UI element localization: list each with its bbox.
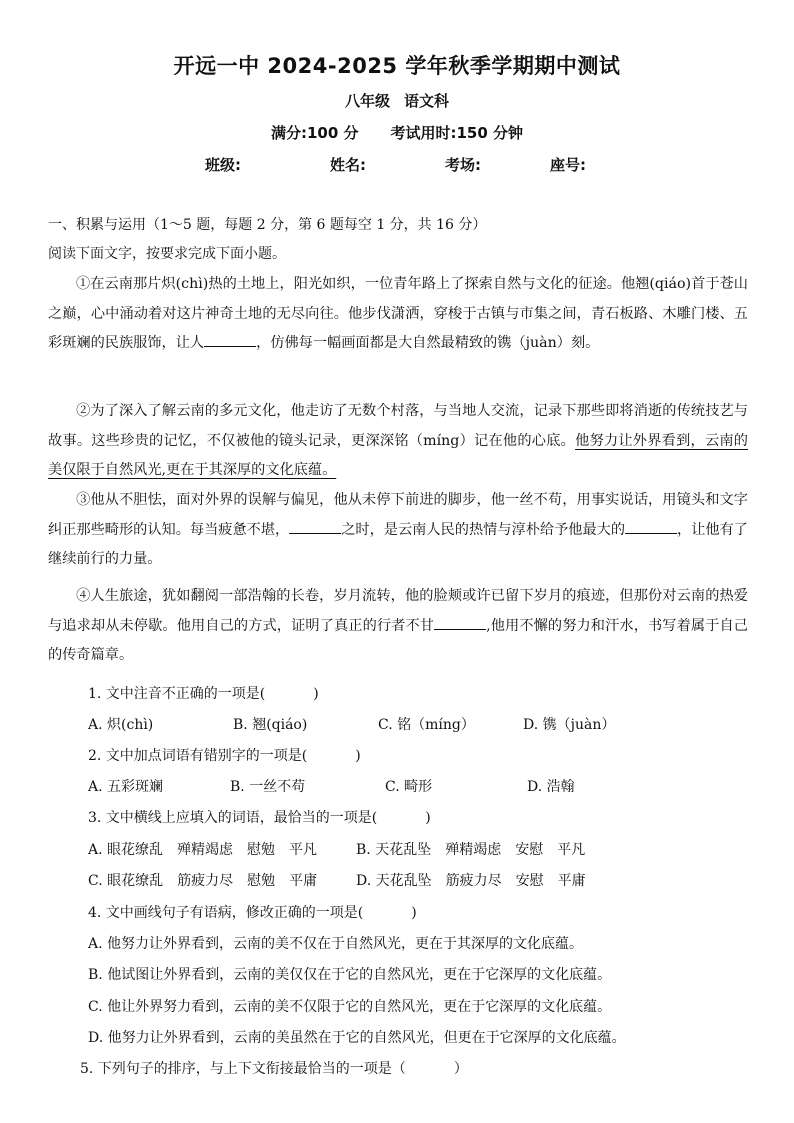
reading-instruction: 阅读下面文字，按要求完成下面小题。 bbox=[48, 246, 286, 262]
q4-option-b[interactable]: B. 他试图让外界看到，云南的美仅仅在于它的自然风光，更在于它深厚的文化底蕴。 bbox=[88, 967, 612, 983]
q1-option-d[interactable]: D. 镌（juàn） bbox=[523, 717, 616, 733]
q4-option-a[interactable]: A. 他努力让外界看到，云南的美不仅在于自然风光，更在于其深厚的文化底蕴。 bbox=[88, 936, 584, 952]
q2-option-d[interactable]: D. 浩翰 bbox=[527, 779, 575, 795]
student-info-line bbox=[205, 154, 625, 175]
q4-option-c[interactable]: C. 他让外界努力看到，云南的美不仅限于它的自然风光，更在于它深厚的文化底蕴。 bbox=[88, 999, 612, 1015]
seat-label: 座号: bbox=[550, 156, 586, 174]
question-3: 3. 文中横线上应填入的词语，最恰当的一项是( ) bbox=[88, 810, 431, 826]
name-label: 姓名: bbox=[330, 156, 366, 174]
subject-label: 语文科 bbox=[404, 92, 450, 110]
question-5: 5. 下列句子的排序，与上下文衔接最恰当的一项是（ ） bbox=[80, 1061, 468, 1077]
exam-title: 开远一中 2024-2025 学年秋季学期期中测试 bbox=[173, 54, 621, 78]
score-time-line bbox=[0, 122, 794, 143]
q2-option-c[interactable]: C. 畸形 bbox=[385, 779, 433, 795]
passage-paragraph-3: ③他从不胆怯，面对外界的误解与偏见，他从未停下前进的脚步，他一丝不苟，用事实说话，用镜头和文字纠正那些畸形的认知。每当疲惫不堪， 之时，是云南人民的热情与淳朴给予他最大的 ，让他有了继续前行的力量。 bbox=[48, 492, 748, 567]
q3-option-d[interactable]: D. 天花乱坠 筋疲力尽 安慰 平庸 bbox=[356, 873, 586, 889]
question-2-options bbox=[88, 776, 575, 796]
grade-subject-line bbox=[0, 90, 794, 111]
q3-option-a[interactable]: A. 眼花缭乱 殚精竭虑 慰勉 平凡 bbox=[88, 842, 318, 858]
q3-option-b[interactable]: B. 天花乱坠 殚精竭虑 安慰 平凡 bbox=[356, 842, 586, 858]
question-2: 2. 文中加点词语有错别字的一项是( ) bbox=[88, 748, 361, 764]
question-3-options-row-2 bbox=[88, 870, 586, 890]
fill-blank-2[interactable] bbox=[289, 519, 341, 534]
fill-blank-4[interactable] bbox=[434, 615, 486, 630]
q1-option-b[interactable]: B. 翘(qiáo) bbox=[233, 717, 308, 733]
q1-option-a[interactable]: A. 炽(chì) bbox=[88, 717, 154, 733]
q4-option-d[interactable]: D. 他努力让外界看到，云南的美虽然在于它的自然风光，但更在于它深厚的文化底蕴。 bbox=[88, 1030, 626, 1046]
question-1-options bbox=[88, 714, 615, 734]
q2-option-b[interactable]: B. 一丝不苟 bbox=[230, 779, 306, 795]
q3-option-c[interactable]: C. 眼花缭乱 筋疲力尽 慰勉 平庸 bbox=[88, 873, 318, 889]
full-score: 满分:100 分 bbox=[270, 124, 359, 142]
question-4: 4. 文中画线句子有语病，修改正确的一项是( ) bbox=[88, 905, 417, 921]
class-label: 班级: bbox=[205, 156, 241, 174]
section-heading: 一、积累与运用（1～5 题，每题 2 分，第 6 题每空 1 分，共 16 分） bbox=[48, 217, 487, 233]
room-label: 考场: bbox=[445, 156, 481, 174]
passage-paragraph-4: ④人生旅途，犹如翻阅一部浩翰的长卷，岁月流转，他的脸颊或许已留下岁月的痕迹，但那份对云南的热爱与追求却从未停歇。他用自己的方式，证明了真正的行者不甘 ,他用不懈的努力和汗水，书写着属于自己的传奇篇章。 bbox=[48, 588, 748, 663]
fill-blank-1[interactable] bbox=[204, 332, 256, 347]
grade-label: 八年级 bbox=[344, 92, 390, 110]
fill-blank-3[interactable] bbox=[625, 519, 677, 534]
passage-paragraph-1: ①在云南那片炽(chì)热的土地上，阳光如织，一位青年路上了探索自然与文化的征途。他翘(qiáo)首于苍山之巅，心中涌动着对这片神奇土地的无尽向往。他步伐潇洒，穿梭于古镇与市集之间，青石板路、木雕门楼、五彩斑斓的民族服饰，让人 ，仿佛每一幅画面都是大自然最精致的镌（juàn）刻。 bbox=[48, 276, 748, 351]
passage-paragraph-2: ②为了深入了解云南的多元文化，他走访了无数个村落，与当地人交流，记录下那些即将消逝的传统技艺与故事。这些珍贵的记忆，不仅被他的镜头记录，更深深铭（míng）记在他的心底。他努力让外界看到，云南的美仅限于自然风光,更在于其深厚的文化底蕴。 bbox=[48, 403, 748, 478]
question-3-options-row-1 bbox=[88, 839, 585, 859]
q2-option-a[interactable]: A. 五彩斑斓 bbox=[88, 779, 164, 795]
exam-time: 考试用时:150 分钟 bbox=[390, 124, 524, 142]
q1-option-c[interactable]: C. 铭（míng） bbox=[378, 717, 475, 733]
question-1: 1. 文中注音不正确的一项是( ) bbox=[88, 686, 319, 702]
underlined-sentence: 他努力让外界看到，云南的美仅限于自然风光,更在于其深厚的文化底蕴。 bbox=[48, 432, 748, 478]
